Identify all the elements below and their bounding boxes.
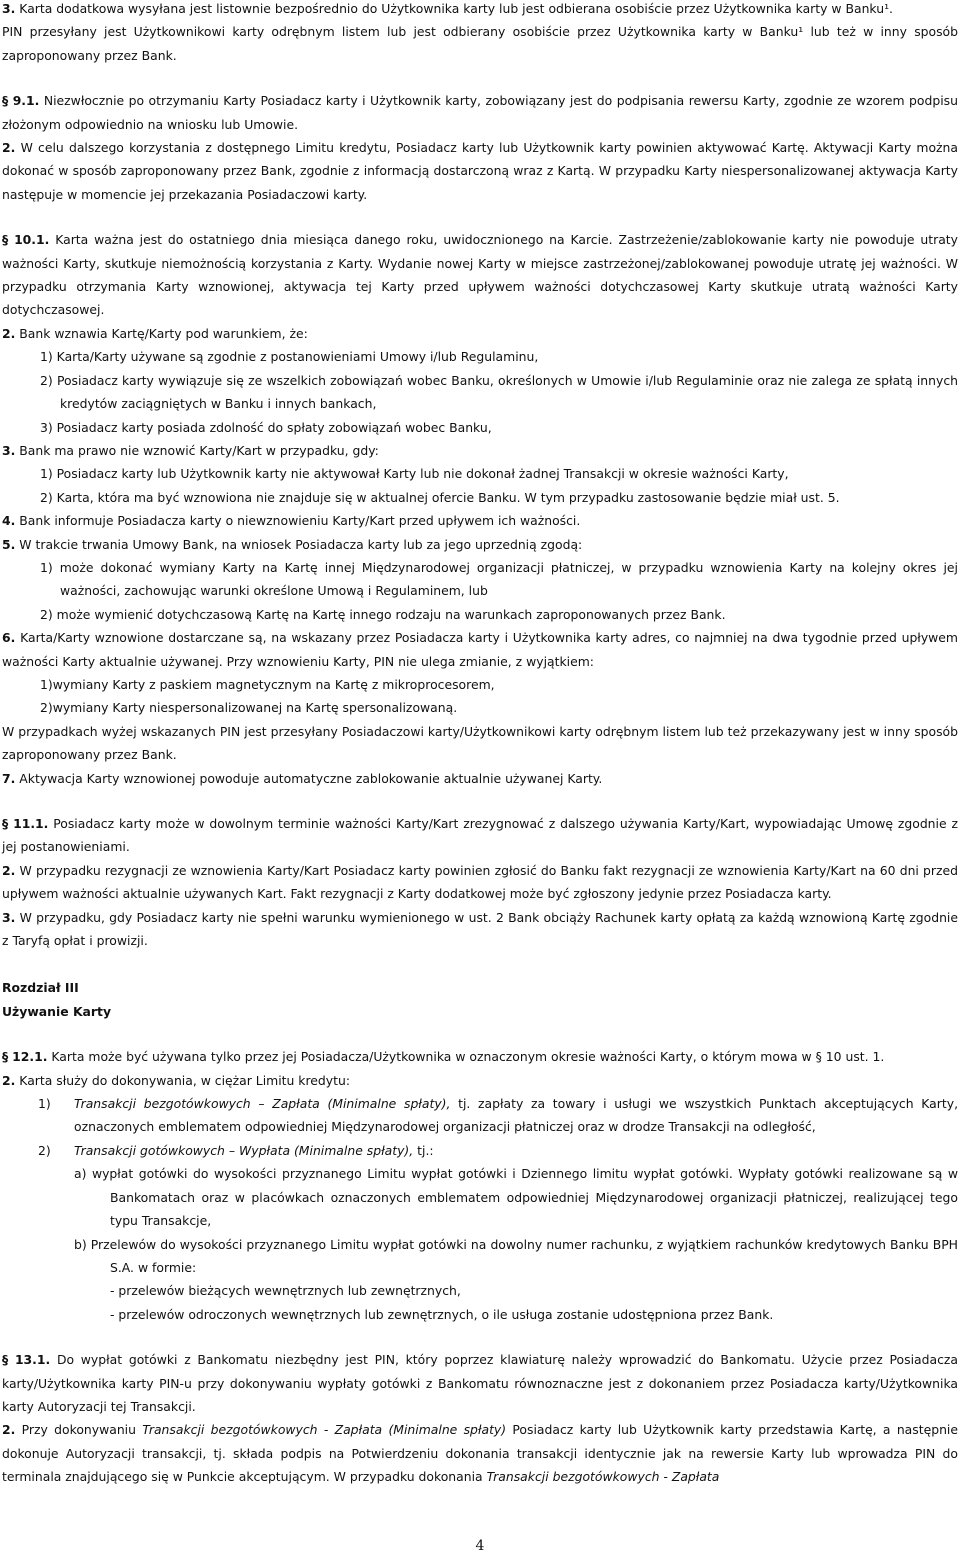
- num: 6.: [2, 630, 16, 646]
- section-10-2: [2, 322, 958, 345]
- text: Karta może być używana tylko przez jej Posiadacza/Użytkownika w oznaczonym okresie ważności Karty, o którym mowa w § 10 ust. 1.: [51, 1049, 885, 1065]
- text: Posiadacz karty lub Użytkownik karty przedstawia Kartę, a następnie dokonuje Autoryzacji transakcji, tj. składa podpis na Potwierdzeniu dokonania transakcji identycznie jak na rewersie Karty lub wprowadza PIN do terminala znajdującego się w Punkcie akceptującym. W przypadku dokonania: [2, 1422, 958, 1485]
- list-subitem: a) wypłat gotówki do wysokości przyznanego Limitu wypłat gotówki i Dziennego limitu wypłat gotówki. Wypłaty gotówki realizowane są w Bankomatach oraz w placówkach oznaczonych emblematem odpowiedniej Międzynarodowej organizacji płatniczej, realizującej tego typu Transakcje,: [74, 1166, 958, 1229]
- num: 10.1.: [14, 232, 50, 248]
- list-item: 3) Posiadacz karty posiada zdolność do spłaty zobowiązań wobec Banku,: [40, 419, 492, 435]
- section-sign: §: [2, 816, 9, 831]
- list-item: 2) Posiadacz karty wywiązuje się ze wszelkich zobowiązań wobec Banku, określonych w Umowie i/lub Regulaminie oraz nie zalega ze spłatą innych kredytów zaciągniętych w Banku i innych bankach,: [40, 372, 958, 412]
- section-13-1: [2, 1348, 958, 1418]
- num: 12.1.: [12, 1049, 48, 1065]
- document-body: [2, 0, 958, 1489]
- num: 2.: [2, 325, 16, 341]
- section-10-6-tail: [2, 720, 958, 767]
- num: 2.: [2, 1072, 16, 1088]
- text: Posiadacz karty może w dowolnym terminie ważności Karty/Kart zrezygnować z dalszego używania Karty/Kart, wypowiadając Umowę zgodnie z jej postanowieniami.: [2, 816, 958, 855]
- text: W przypadku rezygnacji ze wznowienia Karty/Kart Posiadacz karty powinien zgłosić do Banku fakt rezygnacji ze wznowienia Karty/Kart na 60 dni przed upływem ważności aktualnie używanych Kart. Fakt rezygnacji z Karty dodatkowej może być zgłoszony jedynie przez Posiadacza karty.: [2, 862, 958, 902]
- text: PIN przesyłany jest Użytkownikowi karty odrębnym listem lub jest odbierany osobiście przez Użytkownika karty w Banku¹ lub też w inny sposób zaproponowany przez Bank.: [2, 24, 958, 63]
- num: 3.: [2, 1, 16, 16]
- section-sign: §: [2, 1352, 9, 1368]
- section-9-1: [2, 89, 958, 136]
- list-item: [2, 1139, 958, 1162]
- text: Karta ważna jest do ostatniego dnia miesiąca danego roku, uwidocznionego na Karcie. Zastrzeżenie/zablokowanie karty nie powoduje utraty ważności Karty, skutkuje niemożnością korzystania z Karty. Wydanie nowej Karty w miejsce zastrzeżonej/zablokowanej powoduje utratę jej ważności. W przypadku otrzymania Karty wznowionej, aktywacja tej Karty przed upływem ważności dotychczasowej Karty skutkuje utratą ważności Karty dotychczasowej.: [2, 232, 958, 318]
- chapter-title: [2, 1000, 958, 1023]
- list-item: [2, 1092, 958, 1139]
- text: Aktywacja Karty wznowionej powoduje automatyczne zablokowanie aktualnie używanej Karty.: [19, 770, 603, 786]
- section-10-4: [2, 509, 958, 532]
- section-9-2: [2, 136, 958, 206]
- section-10-7: [2, 767, 958, 790]
- list-item: 2) Karta, która ma być wznowiona nie znajduje się w aktualnej ofercie Banku. W tym przypadku zastosowanie będzie miał ust. 5.: [40, 489, 840, 505]
- paragraph-3-pin: [2, 20, 958, 67]
- section-10-5: [2, 533, 958, 556]
- text: W przypadku, gdy Posiadacz karty nie spełni warunku wymienionego w ust. 2 Bank obciąży Rachunek karty opłatą za każdą wznowioną Kartę zgodnie z Taryfą opłat i prowizji.: [2, 909, 958, 949]
- chapter-number: Rozdział III: [2, 980, 79, 996]
- num: 2.: [2, 862, 16, 878]
- num: 3.: [2, 442, 16, 458]
- page-number: 4: [475, 1538, 485, 1554]
- section-12-1: [2, 1045, 958, 1068]
- text: tj.:: [413, 1142, 434, 1158]
- list-item: 1) może dokonać wymiany Karty na Kartę innej Międzynarodowej organizacji płatniczej, w przypadku wznowienia Karty na kolejny okres jej ważności, zachowując warunki określone Umową i Regulaminem, lub: [40, 559, 958, 599]
- num: 2.: [2, 140, 16, 156]
- list-item: 2) może wymienić dotychczasową Kartę na Kartę innego rodzaju na warunkach zaproponowanych przez Bank.: [40, 606, 726, 622]
- section-11-2: [2, 859, 958, 906]
- text: Niezwłocznie po otrzymaniu Karty Posiadacz karty i Użytkownik karty, zobowiązany jest do podpisania rewersu Karty, zgodnie ze wzorem podpisu złożonym odpowiednio na wniosku lub Umowie.: [2, 93, 958, 132]
- num: 11.1.: [13, 816, 49, 831]
- list-subitem: b) Przelewów do wysokości przyznanego Limitu wypłat gotówki na dowolny numer rachunku, z wyjątkiem rachunków kredytowych Banku BPH S.A. w formie:: [74, 1236, 958, 1275]
- list-item: 1) Posiadacz karty lub Użytkownik karty nie aktywował Karty lub nie dokonał żadnej Transakcji w okresie ważności Karty,: [40, 466, 789, 482]
- section-10-3: [2, 439, 958, 462]
- num: 7.: [2, 770, 16, 786]
- section-11-3: [2, 906, 958, 953]
- list-dash-item: - przelewów odroczonych wewnętrznych lub zewnętrznych, o ile usługa zostanie udostępniona przez Bank.: [110, 1306, 774, 1322]
- num: 3.: [2, 909, 16, 925]
- section-sign: §: [2, 1049, 9, 1065]
- section-11-1: [2, 812, 958, 859]
- paragraph-3: [2, 0, 958, 20]
- list-item: 1)wymiany Karty z paskiem magnetycznym na Kartę z mikroprocesorem,: [40, 676, 495, 692]
- section-10-1: [2, 228, 958, 322]
- list-item: 2)wymiany Karty niespersonalizowanej na Kartę spersonalizowaną.: [40, 700, 458, 716]
- section-10-6: [2, 626, 958, 673]
- italic-text: Transakcji bezgotówkowych - Zapłata (Minimalne spłaty): [142, 1422, 507, 1438]
- text: W przypadkach wyżej wskazanych PIN jest przesyłany Posiadaczowi karty/Użytkownikowi karty odrębnym listem lub też przekazywany jest w inny sposób zaproponowany przez Bank.: [2, 723, 958, 763]
- text: W celu dalszego korzystania z dostępnego Limitu kredytu, Posiadacz karty lub Użytkownik karty powinien aktywować Kartę. Aktywacji Karty można dokonać w sposób zaproponowany przez Bank, zgodnie z informacją dostarczoną wraz z Kartą. W przypadku Karty niespersonalizowanej aktywacja Karty następuje w momencie jej przekazania Posiadaczowi karty.: [2, 140, 958, 202]
- text: Karta/Karty wznowione dostarczane są, na wskazany przez Posiadacza karty i Użytkownika karty adres, co najmniej na dwa tygodnie przed upływem ważności Karty aktualnie używanej. Przy wznowieniu Karty, PIN nie ulega zmianie, z wyjątkiem:: [2, 630, 958, 669]
- text: Karta dodatkowa wysyłana jest listownie bezpośrednio do Użytkownika karty lub jest odbierana osobiście przez Użytkownika karty w Banku¹.: [19, 1, 893, 16]
- text: W trakcie trwania Umowy Bank, na wniosek Posiadacza karty lub za jego uprzednią zgodą:: [19, 536, 583, 552]
- num: 13.1.: [14, 1352, 51, 1368]
- text: Przy dokonywaniu: [21, 1422, 143, 1438]
- section-sign: §: [2, 93, 9, 109]
- num: 5.: [2, 536, 16, 552]
- section-12-2: [2, 1069, 958, 1092]
- section-sign: §: [2, 232, 9, 248]
- text: Karta służy do dokonywania, w ciężar Limitu kredytu:: [19, 1072, 351, 1088]
- list-dash-item: - przelewów bieżących wewnętrznych lub zewnętrznych,: [110, 1283, 461, 1299]
- italic-text: Transakcji gotówkowych – Wypłata (Minimalne spłaty),: [74, 1142, 414, 1158]
- chapter-heading: [2, 976, 958, 999]
- italic-text: Transakcji bezgotówkowych - Zapłata: [486, 1469, 720, 1485]
- text: tj. zapłaty za towary i usługi we wszystkich Punktach akceptujących Karty, oznaczonych emblematem odpowiedniej Międzynarodowej organizacji płatniczej oraz w drodze Transakcji na odległość,: [74, 1096, 959, 1135]
- italic-text: Transakcji bezgotówkowych – Zapłata (Minimalne spłaty),: [74, 1096, 451, 1112]
- item-num: 2): [38, 1142, 51, 1158]
- list-item: 1) Karta/Karty używane są zgodnie z postanowieniami Umowy i/lub Regulaminu,: [40, 349, 539, 365]
- text: Bank informuje Posiadacza karty o niewznowieniu Karty/Kart przed upływem ich ważności.: [19, 513, 581, 529]
- text: Bank ma prawo nie wznowić Karty/Kart w przypadku, gdy:: [19, 442, 379, 458]
- num: 2.: [2, 1422, 16, 1438]
- num: 4.: [2, 513, 16, 529]
- num: 9.1.: [12, 93, 40, 109]
- item-num: 1): [38, 1096, 51, 1112]
- text: Do wypłat gotówki z Bankomatu niezbędny jest PIN, który poprzez klawiaturę należy wprowadzić do Bankomatu. Użycie przez Posiadacza karty/Użytkownika karty PIN-u przy dokonywaniu wypłaty gotówki z Bankomatu równoznaczne jest z dokonaniem przez Posiadacza karty/Użytkownika karty Autoryzacji tej Transakcji.: [2, 1352, 958, 1414]
- chapter-title-text: Używanie Karty: [2, 1003, 112, 1019]
- text: Bank wznawia Kartę/Karty pod warunkiem, że:: [19, 325, 308, 341]
- section-13-2: [2, 1418, 958, 1488]
